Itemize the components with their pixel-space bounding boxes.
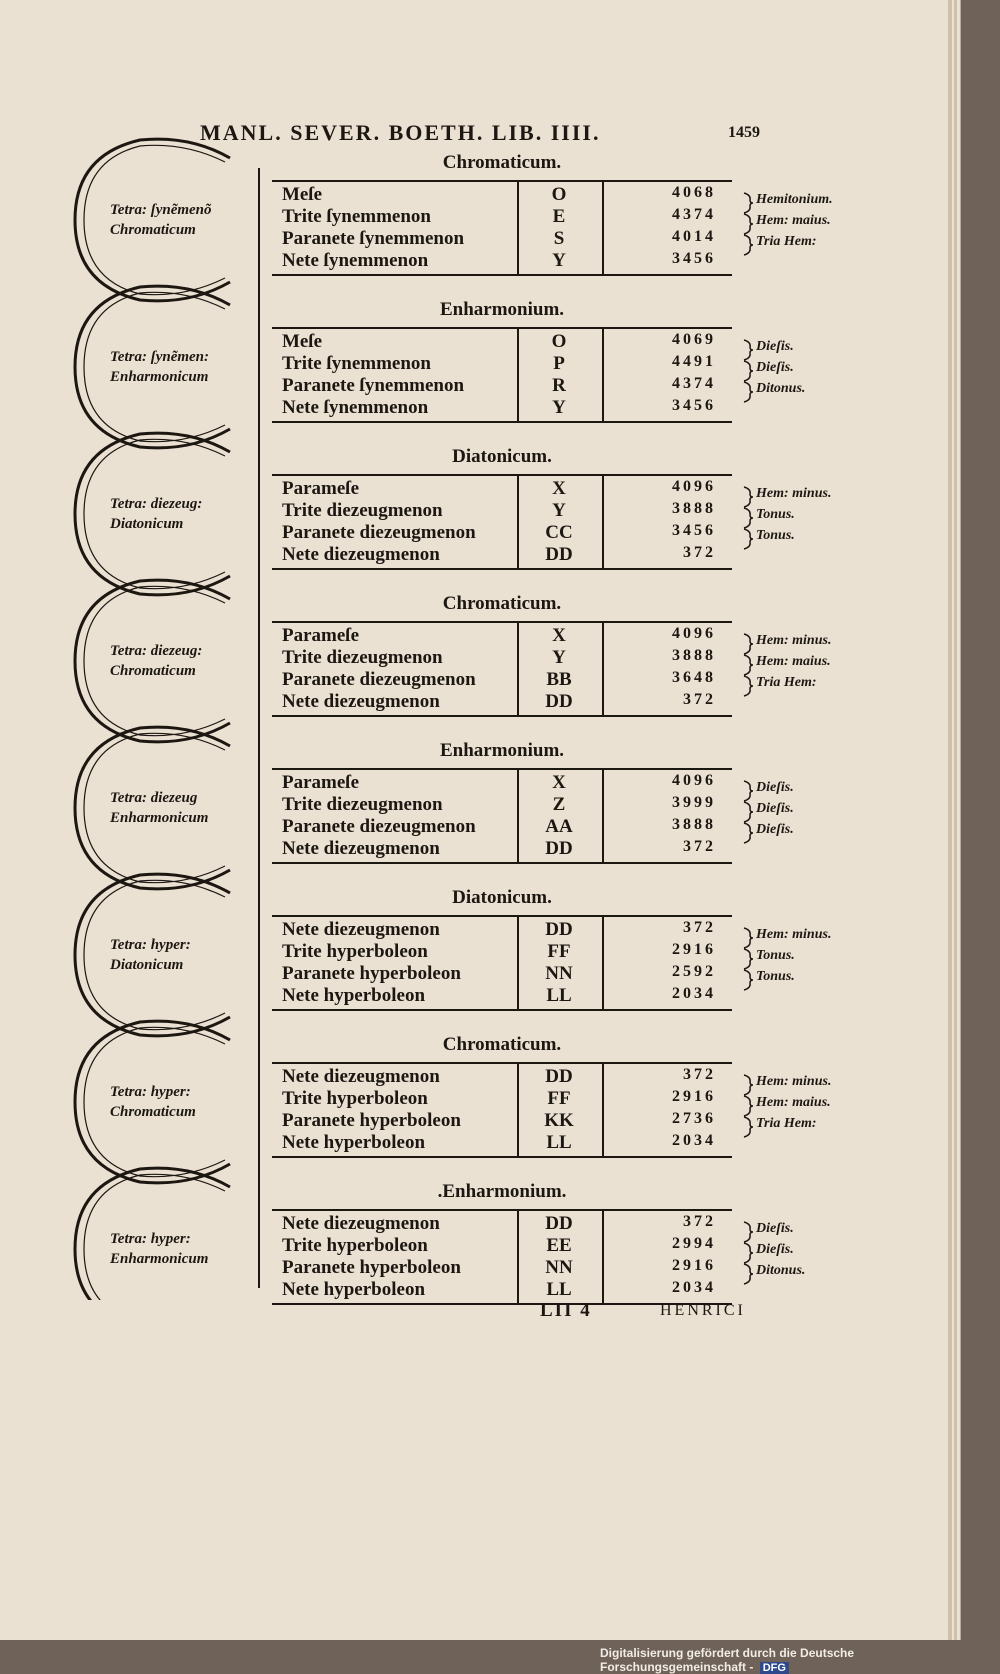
brace-icon <box>742 1095 754 1117</box>
string-number: 4491 <box>672 353 716 370</box>
tetrachord-label: Tetra: hyper: Diatonicum <box>110 937 191 973</box>
table-row <box>272 500 732 522</box>
brace-icon <box>742 234 754 256</box>
string-letter: R <box>552 375 566 396</box>
string-number: 2034 <box>672 1279 716 1296</box>
brace-icon <box>742 1116 754 1138</box>
brace-icon <box>742 528 754 550</box>
string-number: 3999 <box>672 794 716 811</box>
string-name: Trite hyperboleon <box>282 941 428 962</box>
brace-icon <box>742 822 754 844</box>
dfg-logo: DFG <box>760 1662 789 1674</box>
string-letter: X <box>552 625 566 646</box>
string-name: Nete diezeugmenon <box>282 919 440 940</box>
tone-table <box>272 180 732 276</box>
string-number: 372 <box>683 691 716 708</box>
tetrachord-label: Tetra: ſynẽmenõ Chromaticum <box>110 202 212 238</box>
table-row <box>272 963 732 985</box>
tone-table <box>272 1209 732 1305</box>
table-row <box>272 919 732 941</box>
interval-label: Tonus. <box>756 969 795 984</box>
string-name: Nete hyperboleon <box>282 1132 426 1153</box>
string-name: Trite ſynemmenon <box>282 353 431 374</box>
page-edge <box>948 0 952 1640</box>
signature-mark: LII 4 <box>540 1300 592 1321</box>
string-number: 3648 <box>672 669 716 686</box>
tone-table <box>272 768 732 864</box>
string-letter: CC <box>545 522 573 543</box>
brace-icon <box>742 339 754 361</box>
interval-label: Hem: minus. <box>756 486 832 501</box>
string-letter: EE <box>546 1235 572 1256</box>
interval-label: Dieſis. <box>756 780 794 795</box>
brace-icon <box>742 633 754 655</box>
page-edge <box>954 0 957 1640</box>
interval-label: Hem: minus. <box>756 927 832 942</box>
interval-label: Tria Hem: <box>756 234 817 249</box>
tone-table <box>272 915 732 1011</box>
brace-icon <box>742 360 754 382</box>
table-row <box>272 353 732 375</box>
table-row <box>272 691 732 713</box>
credit-text: Digitalisierung gefördert durch die Deutsche Forschungsgemeinschaft - <box>600 1646 855 1674</box>
table-row <box>272 206 732 228</box>
string-name: Nete hyperboleon <box>282 1279 426 1300</box>
interval-label: Ditonus. <box>756 1263 806 1278</box>
table-row <box>272 250 732 272</box>
string-letter: BB <box>546 669 572 690</box>
brace-icon <box>742 1221 754 1243</box>
section-title: .Enharmonium. <box>437 1181 567 1202</box>
string-letter: Y <box>552 647 566 668</box>
section-title: Enharmonium. <box>439 740 565 761</box>
table-row <box>272 375 732 397</box>
brace-icon <box>742 801 754 823</box>
string-letter: DD <box>545 919 573 940</box>
string-letter: X <box>552 772 566 793</box>
string-letter: Z <box>552 794 566 815</box>
interval-label: Tria Hem: <box>756 675 817 690</box>
string-letter: Y <box>552 397 566 418</box>
table-row <box>272 985 732 1007</box>
string-letter: DD <box>545 544 573 565</box>
string-name: Nete diezeugmenon <box>282 1213 440 1234</box>
table-row <box>272 625 732 647</box>
string-name: Parameſe <box>282 772 360 793</box>
table-row <box>272 816 732 838</box>
string-letter: LL <box>546 1279 572 1300</box>
string-number: 372 <box>683 838 716 855</box>
string-number: 2916 <box>672 941 716 958</box>
tone-table <box>272 1062 732 1158</box>
string-letter: X <box>552 478 566 499</box>
string-name: Nete diezeugmenon <box>282 1066 440 1087</box>
section-title: Chromaticum. <box>442 593 562 614</box>
string-letter: P <box>553 353 565 374</box>
section-title: Diatonicum. <box>452 887 552 908</box>
brace-icon <box>742 969 754 991</box>
string-letter: LL <box>546 1132 572 1153</box>
string-number: 3456 <box>672 522 716 539</box>
string-name: Trite hyperboleon <box>282 1088 428 1109</box>
tetrachord-label: Tetra: diezeug: Chromaticum <box>110 643 203 679</box>
brace-icon <box>742 675 754 697</box>
table-row <box>272 478 732 500</box>
section-title: Chromaticum. <box>442 152 562 173</box>
string-name: Nete diezeugmenon <box>282 544 440 565</box>
string-letter: Y <box>552 250 566 271</box>
interval-label: Dieſis. <box>756 822 794 837</box>
string-letter: FF <box>547 1088 571 1109</box>
string-name: Nete hyperboleon <box>282 985 426 1006</box>
running-title: MANL. SEVER. BOETH. LIB. IIII. <box>200 120 601 145</box>
tetrachord-label: Tetra: diezeug Enharmonicum <box>110 790 209 826</box>
tetrachord-label: Tetra: hyper: Chromaticum <box>110 1084 196 1120</box>
string-name: Parameſe <box>282 478 360 499</box>
brace-icon <box>742 507 754 529</box>
table-row <box>272 1235 732 1257</box>
interval-label: Tonus. <box>756 948 795 963</box>
table-row <box>272 1213 732 1235</box>
table-row <box>272 794 732 816</box>
string-name: Nete diezeugmenon <box>282 691 440 712</box>
table-row <box>272 1132 732 1154</box>
interval-label: Dieſis. <box>756 1242 794 1257</box>
interval-label: Hemitonium. <box>756 192 833 207</box>
string-name: Paranete ſynemmenon <box>282 228 465 249</box>
section-title: Enharmonium. <box>439 299 565 320</box>
string-name: Paranete diezeugmenon <box>282 816 476 837</box>
string-number: 4374 <box>672 375 716 392</box>
string-number: 3888 <box>672 647 716 664</box>
section-title: Diatonicum. <box>452 446 552 467</box>
string-number: 4096 <box>672 772 716 789</box>
string-name: Nete ſynemmenon <box>282 397 429 418</box>
brace-icon <box>742 654 754 676</box>
string-letter: NN <box>545 1257 573 1278</box>
tone-table <box>272 327 732 423</box>
digitization-credit <box>600 1646 1000 1674</box>
string-number: 3456 <box>672 250 716 267</box>
table-row <box>272 331 732 353</box>
string-name: Nete diezeugmenon <box>282 838 440 859</box>
brace-icon <box>742 381 754 403</box>
string-number: 3888 <box>672 816 716 833</box>
string-letter: Y <box>552 500 566 521</box>
string-letter: FF <box>547 941 571 962</box>
interval-label: Hem: maius. <box>756 1095 831 1110</box>
table-row <box>272 1279 732 1301</box>
table-row <box>272 1066 732 1088</box>
string-letter: S <box>553 228 565 249</box>
string-name: Nete ſynemmenon <box>282 250 429 271</box>
string-letter: LL <box>546 985 572 1006</box>
interval-label: Ditonus. <box>756 381 806 396</box>
tone-table <box>272 621 732 717</box>
string-number: 4374 <box>672 206 716 223</box>
brace-icon <box>742 780 754 802</box>
table-row <box>272 228 732 250</box>
interval-label: Tria Hem: <box>756 1116 817 1131</box>
string-letter: DD <box>545 691 573 712</box>
string-name: Paranete ſynemmenon <box>282 375 465 396</box>
string-letter: KK <box>544 1110 574 1131</box>
brace-icon <box>742 1074 754 1096</box>
string-letter: O <box>551 331 567 352</box>
interval-label: Dieſis. <box>756 360 794 375</box>
string-name: Paranete hyperboleon <box>282 963 461 984</box>
string-name: Paranete diezeugmenon <box>282 522 476 543</box>
table-row <box>272 1257 732 1279</box>
brace-icon <box>742 213 754 235</box>
string-number: 4096 <box>672 625 716 642</box>
interval-label: Dieſis. <box>756 801 794 816</box>
string-letter: DD <box>545 1066 573 1087</box>
brace-icon <box>742 192 754 214</box>
string-letter: DD <box>545 1213 573 1234</box>
table-row <box>272 397 732 419</box>
catchword: HENRICI <box>660 1302 746 1319</box>
table-row <box>272 184 732 206</box>
table-row <box>272 647 732 669</box>
string-number: 3456 <box>672 397 716 414</box>
string-name: Paranete diezeugmenon <box>282 669 476 690</box>
string-letter: E <box>552 206 566 227</box>
string-name: Paranete hyperboleon <box>282 1257 461 1278</box>
string-number: 4096 <box>672 478 716 495</box>
vertical-rule <box>258 168 260 1288</box>
string-number: 4069 <box>672 331 716 348</box>
tetrachord-label: Tetra: diezeug: Diatonicum <box>110 496 203 532</box>
string-number: 3888 <box>672 500 716 517</box>
string-number: 2916 <box>672 1088 716 1105</box>
tetrachord-label: Tetra: hyper: Enharmonicum <box>110 1231 209 1267</box>
string-name: Meſe <box>282 184 323 205</box>
table-row <box>272 1110 732 1132</box>
string-name: Paranete hyperboleon <box>282 1110 461 1131</box>
string-number: 372 <box>683 544 716 561</box>
brace-icon <box>742 486 754 508</box>
table-row <box>272 1088 732 1110</box>
string-name: Trite diezeugmenon <box>282 647 443 668</box>
string-number: 2034 <box>672 1132 716 1149</box>
string-number: 2736 <box>672 1110 716 1127</box>
string-number: 2994 <box>672 1235 716 1252</box>
interval-label: Hem: maius. <box>756 213 831 228</box>
table-row <box>272 838 732 860</box>
interval-label: Hem: minus. <box>756 1074 832 1089</box>
brace-icon <box>742 948 754 970</box>
string-number: 4068 <box>672 184 716 201</box>
interval-label: Dieſis. <box>756 339 794 354</box>
string-name: Trite diezeugmenon <box>282 500 443 521</box>
tone-table <box>272 474 732 570</box>
string-letter: AA <box>545 816 573 837</box>
string-number: 2916 <box>672 1257 716 1274</box>
string-name: Trite ſynemmenon <box>282 206 431 227</box>
table-row <box>272 522 732 544</box>
brace-icon <box>742 1242 754 1264</box>
table-row <box>272 669 732 691</box>
string-name: Trite diezeugmenon <box>282 794 443 815</box>
string-name: Meſe <box>282 331 323 352</box>
interval-label: Hem: maius. <box>756 654 831 669</box>
table-row <box>272 544 732 566</box>
string-letter: O <box>551 184 567 205</box>
string-number: 2592 <box>672 963 716 980</box>
interval-label: Hem: minus. <box>756 633 832 648</box>
string-number: 2034 <box>672 985 716 1002</box>
string-number: 372 <box>683 919 716 936</box>
string-letter: DD <box>545 838 573 859</box>
string-number: 4014 <box>672 228 716 245</box>
string-number: 372 <box>683 1213 716 1230</box>
page-number: 1459 <box>728 124 760 141</box>
tetrachord-label: Tetra: ſynẽmen: Enharmonicum <box>110 349 210 385</box>
table-row <box>272 941 732 963</box>
string-letter: NN <box>545 963 573 984</box>
string-name: Parameſe <box>282 625 360 646</box>
string-name: Trite hyperboleon <box>282 1235 428 1256</box>
string-number: 372 <box>683 1066 716 1083</box>
interval-label: Dieſis. <box>756 1221 794 1236</box>
brace-icon <box>742 927 754 949</box>
table-row <box>272 772 732 794</box>
brace-icon <box>742 1263 754 1285</box>
section-title: Chromaticum. <box>442 1034 562 1055</box>
interval-label: Tonus. <box>756 507 795 522</box>
interval-label: Tonus. <box>756 528 795 543</box>
